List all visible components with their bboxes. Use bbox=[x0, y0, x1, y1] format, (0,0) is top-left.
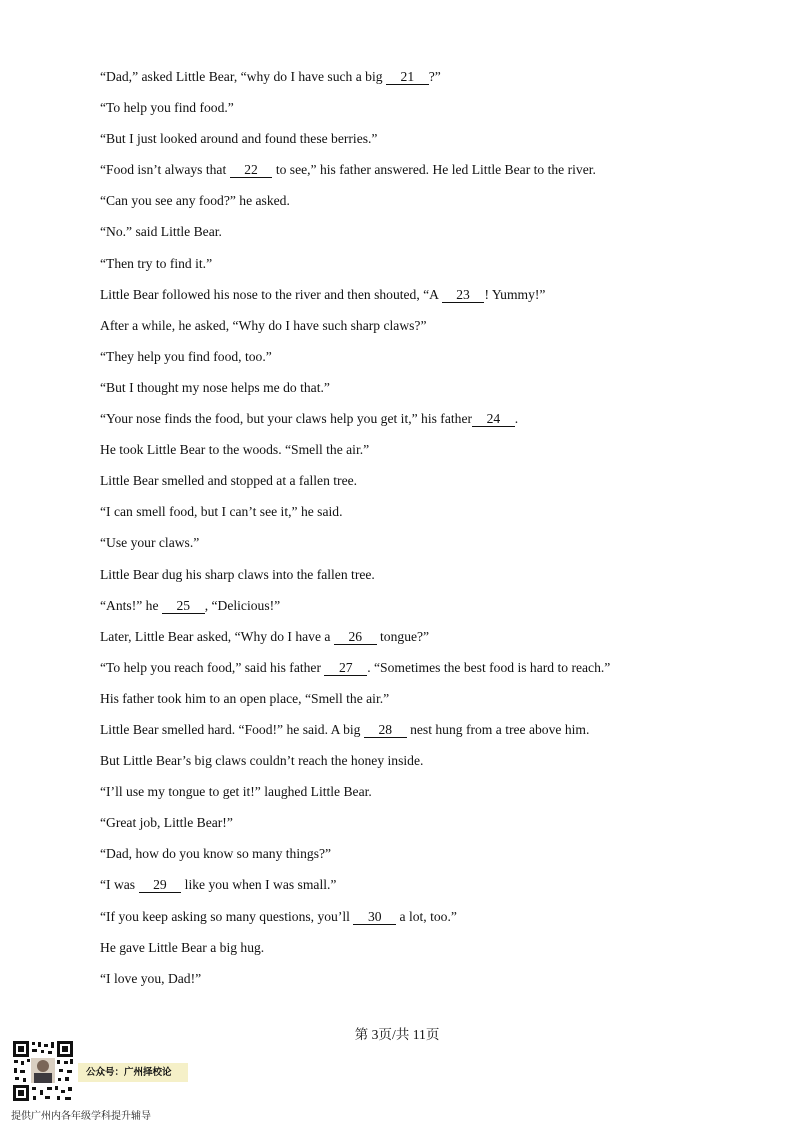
line-text: nest hung from a tree above him. bbox=[406, 721, 590, 737]
story-line bbox=[100, 904, 740, 935]
answer-blank[interactable]: 21 bbox=[386, 69, 428, 84]
brand-label: 公众号：广州择校论 bbox=[78, 1063, 188, 1082]
story-line bbox=[100, 935, 740, 966]
line-text: Later, Little Bear asked, “Why do I have a bbox=[100, 628, 334, 644]
story-line bbox=[100, 966, 740, 997]
line-text: “I can smell food, but I can’t see it,” he said. bbox=[100, 504, 343, 520]
line-text: Little Bear smelled hard. “Food!” he said. A big bbox=[100, 721, 364, 737]
story-line bbox=[100, 562, 740, 593]
story-line bbox=[100, 686, 740, 717]
line-text: After a while, he asked, “Why do I have such sharp claws?” bbox=[100, 317, 427, 333]
line-text: , “Delicious!” bbox=[204, 597, 281, 613]
story-line bbox=[100, 219, 740, 250]
story-line bbox=[100, 64, 740, 95]
line-text: “To help you reach food,” said his father bbox=[100, 659, 325, 675]
qr-code-icon bbox=[12, 1040, 74, 1102]
footer-caption: 提供广州内各年级学科提升辅导 bbox=[11, 1111, 151, 1122]
line-text: like you when I was small.” bbox=[181, 877, 337, 893]
story-line bbox=[100, 95, 740, 126]
line-text: “I was bbox=[100, 877, 139, 893]
answer-blank[interactable]: 27 bbox=[325, 659, 367, 675]
answer-blank[interactable]: 25 bbox=[162, 597, 204, 613]
line-text: He gave Little Bear a big hug. bbox=[100, 939, 265, 955]
page-number: 第 3页/共 11页 bbox=[354, 1027, 440, 1042]
answer-blank[interactable]: 30 bbox=[354, 908, 396, 924]
story-line bbox=[100, 157, 740, 188]
line-text: “Then try to find it.” bbox=[100, 255, 213, 271]
line-text: “Great job, Little Bear!” bbox=[100, 815, 233, 831]
line-text: ! Yummy!” bbox=[484, 286, 546, 302]
story-line bbox=[100, 251, 740, 282]
answer-blank[interactable]: 24 bbox=[473, 411, 514, 427]
line-text: “I’ll use my tongue to get it!” laughed Little Bear. bbox=[100, 784, 372, 800]
line-text: tongue?” bbox=[376, 628, 430, 644]
line-text: “Use your claws.” bbox=[100, 535, 200, 551]
story-line bbox=[100, 375, 740, 406]
story-text bbox=[100, 64, 740, 997]
line-text: “Dad,” asked Little Bear, “why do I have such a big bbox=[100, 69, 386, 84]
line-text: But Little Bear’s big claws couldn’t reach the honey inside. bbox=[100, 753, 424, 769]
story-line bbox=[100, 126, 740, 157]
line-text: “Ants!” he bbox=[100, 597, 162, 613]
story-line bbox=[100, 499, 740, 530]
line-text: “But I thought my nose helps me do that.” bbox=[100, 379, 330, 395]
line-text: His father took him to an open place, “Smell the air.” bbox=[100, 690, 390, 706]
line-text: “No.” said Little Bear. bbox=[100, 224, 222, 240]
line-text: ?” bbox=[428, 69, 441, 84]
story-line bbox=[100, 313, 740, 344]
story-line bbox=[100, 810, 740, 841]
line-text: “To help you find food.” bbox=[100, 100, 234, 116]
answer-blank[interactable]: 22 bbox=[230, 162, 272, 178]
story-line bbox=[100, 406, 740, 437]
story-line bbox=[100, 748, 740, 779]
line-text: to see,” his father answered. He led Little Bear to the river. bbox=[272, 162, 596, 178]
story-line bbox=[100, 717, 740, 748]
line-text: “I love you, Dad!” bbox=[100, 970, 202, 986]
answer-blank[interactable]: 26 bbox=[334, 628, 376, 644]
story-line bbox=[100, 841, 740, 872]
story-line bbox=[100, 624, 740, 655]
line-text: . bbox=[514, 411, 519, 427]
answer-blank[interactable]: 23 bbox=[442, 286, 484, 302]
story-line bbox=[100, 655, 740, 686]
story-line bbox=[100, 530, 740, 561]
story-line bbox=[100, 872, 740, 903]
line-text: “Can you see any food?” he asked. bbox=[100, 193, 290, 209]
line-text: a lot, too.” bbox=[396, 908, 457, 924]
story-line bbox=[100, 779, 740, 810]
answer-blank[interactable]: 29 bbox=[139, 877, 181, 893]
line-text: “Dad, how do you know so many things?” bbox=[100, 846, 332, 862]
line-text: . “Sometimes the best food is hard to reach.” bbox=[367, 659, 611, 675]
line-text: He took Little Bear to the woods. “Smell the air.” bbox=[100, 442, 370, 458]
line-text: “If you keep asking so many questions, you’ll bbox=[100, 908, 354, 924]
story-line bbox=[100, 282, 740, 313]
line-text: “They help you find food, too.” bbox=[100, 348, 272, 364]
line-text: Little Bear dug his sharp claws into the fallen tree. bbox=[100, 566, 375, 582]
line-text: Little Bear smelled and stopped at a fallen tree. bbox=[100, 473, 358, 489]
answer-blank[interactable]: 28 bbox=[364, 721, 406, 737]
story-line bbox=[100, 437, 740, 468]
story-line bbox=[100, 344, 740, 375]
line-text: “Food isn’t always that bbox=[100, 162, 230, 178]
line-text: “But I just looked around and found these berries.” bbox=[100, 131, 378, 147]
story-line bbox=[100, 468, 740, 499]
story-line bbox=[100, 188, 740, 219]
story-line bbox=[100, 593, 740, 624]
line-text: Little Bear followed his nose to the river and then shouted, “A bbox=[100, 286, 442, 302]
line-text: “Your nose finds the food, but your claws help you get it,” his father bbox=[100, 411, 473, 427]
